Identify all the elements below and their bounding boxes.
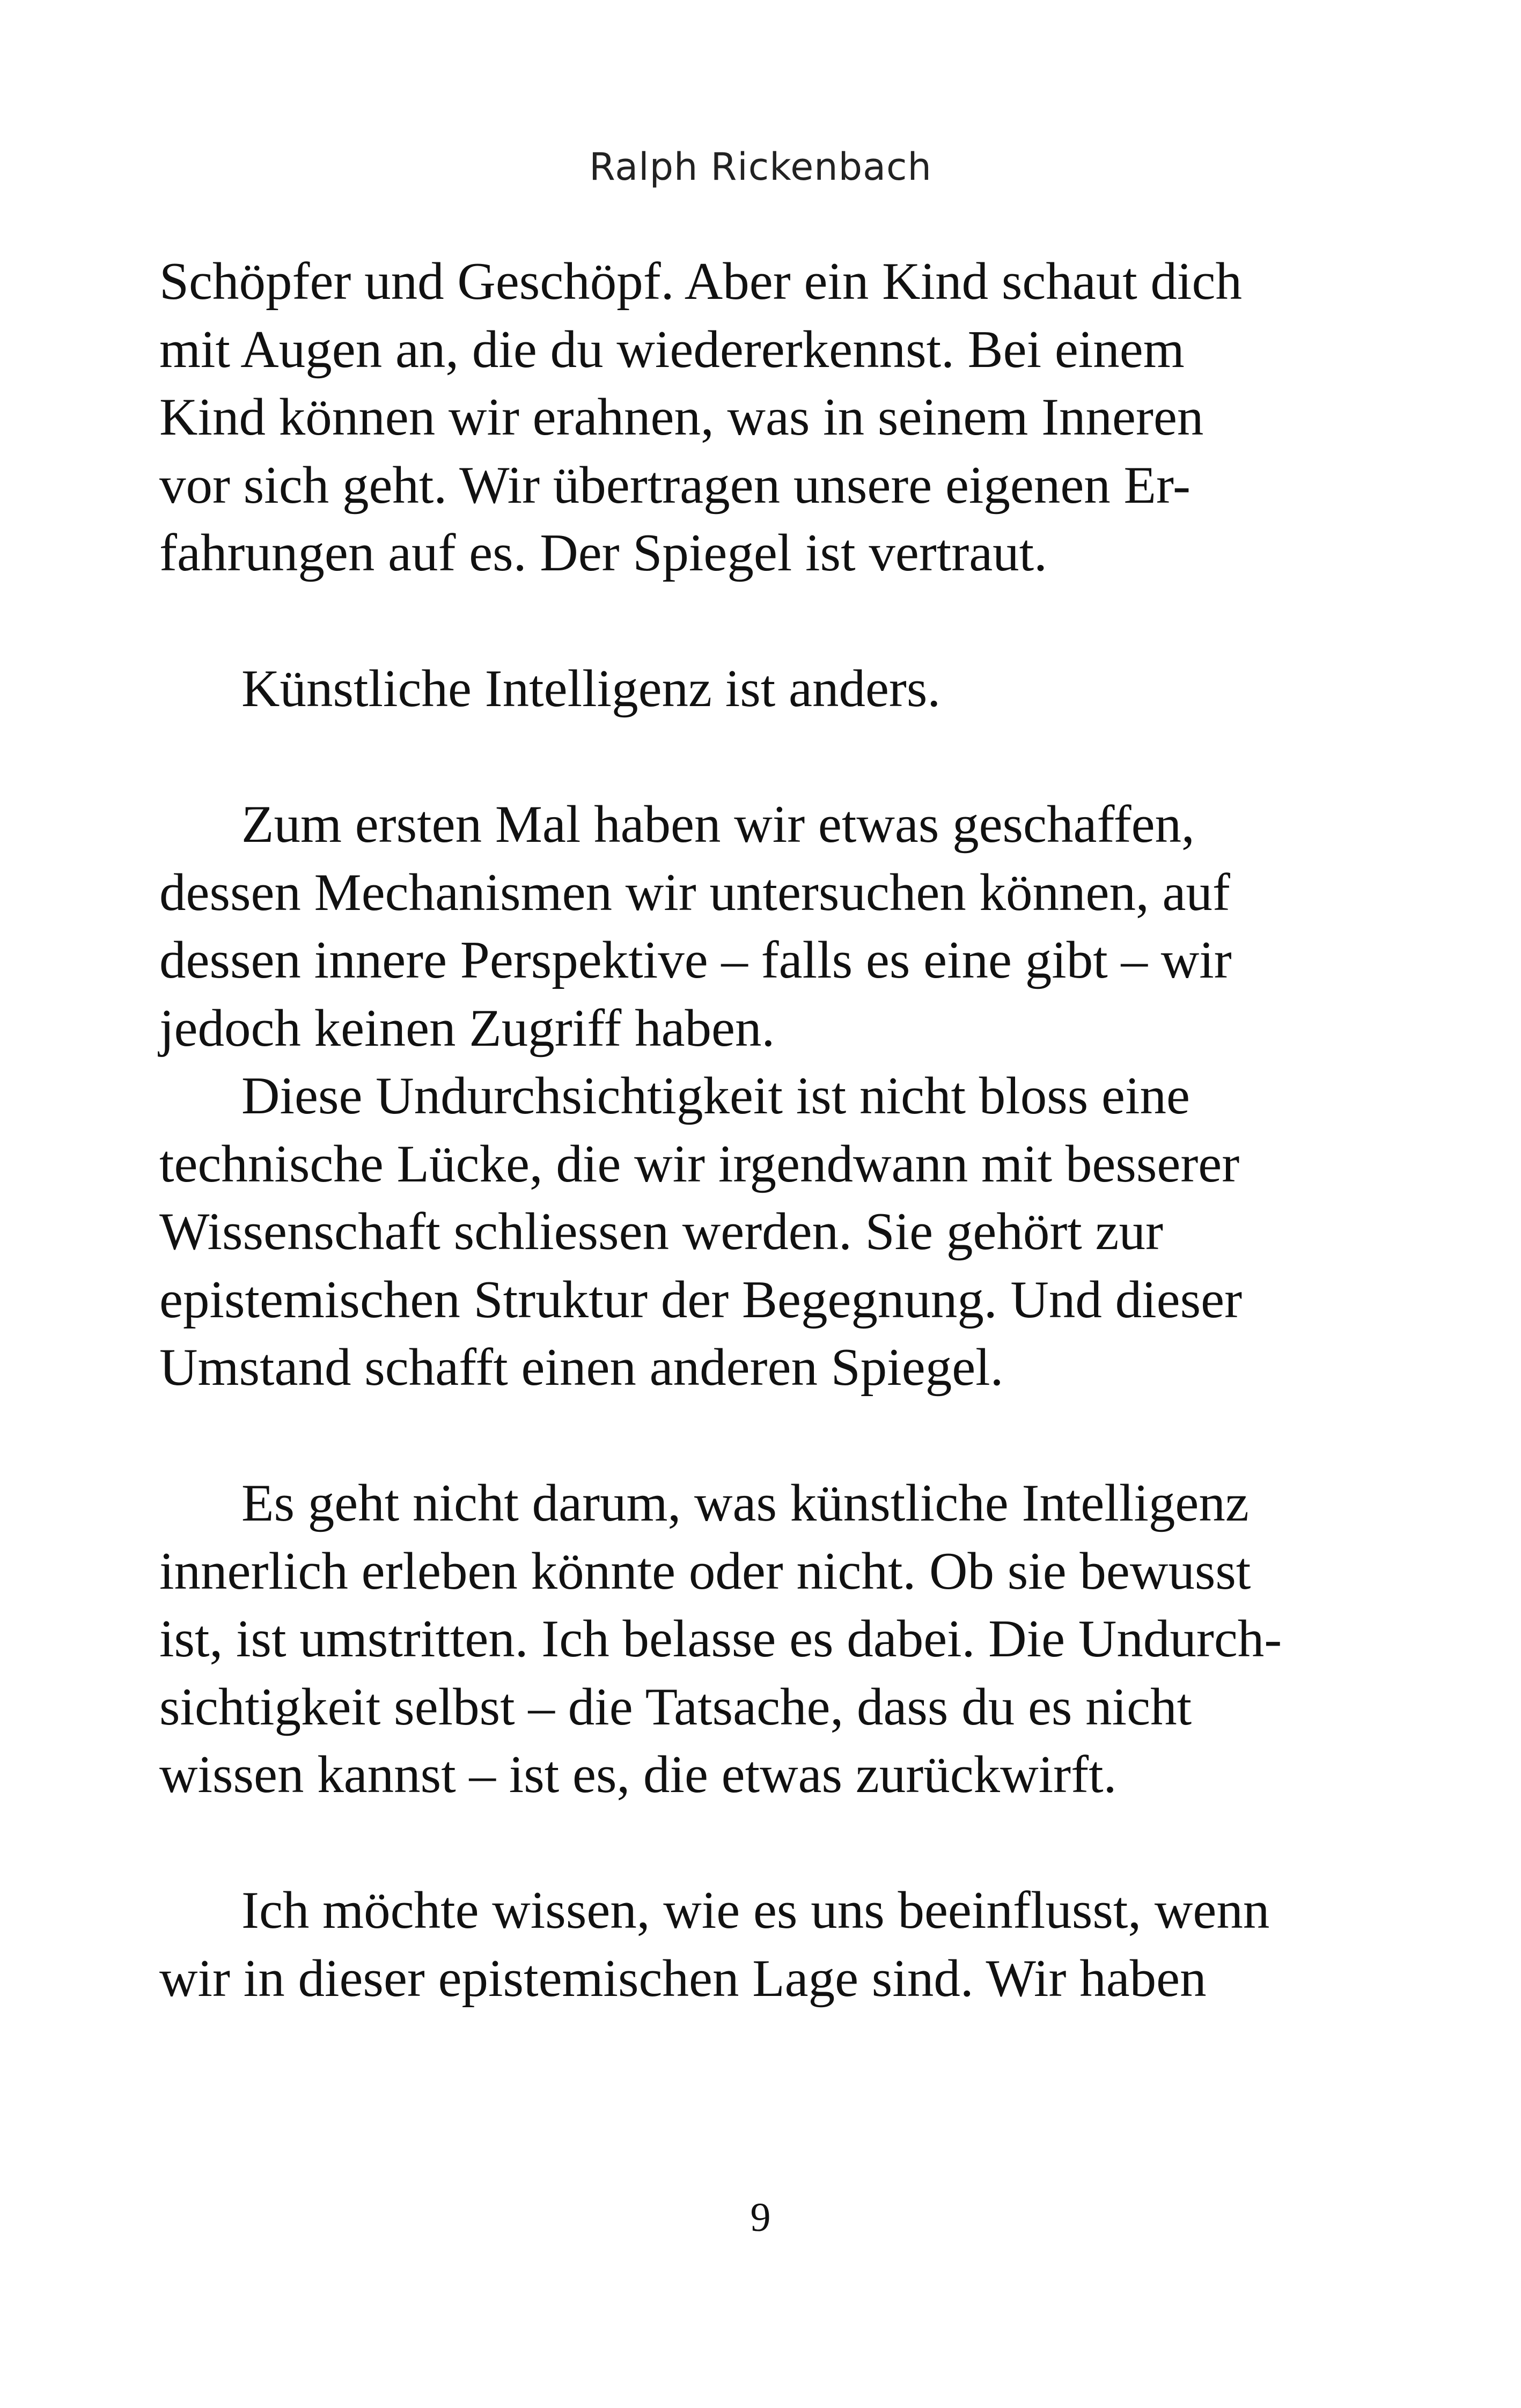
text-line: Wissenschaft schliessen werden. Sie gehört zur (159, 1202, 1163, 1261)
text-line: Diese Undurchsichtigkeit ist nicht bloss eine (241, 1067, 1190, 1125)
text-line: wissen kannst – ist es, die etwas zurückwirft. (159, 1745, 1117, 1804)
blank-line (159, 1402, 1361, 1470)
text-line: ist, ist umstritten. Ich belasse es dabei. Die Undurch- (159, 1610, 1282, 1668)
text-line: Umstand schafft einen anderen Spiegel. (159, 1338, 1004, 1397)
blank-line (159, 1809, 1361, 1877)
text-line: sichtigkeit selbst – die Tatsache, dass du es nicht (159, 1677, 1192, 1736)
running-head: Ralph Rickenbach (589, 145, 932, 189)
blank-line (159, 723, 1361, 791)
text-line: vor sich geht. Wir übertragen unsere eigenen Er- (159, 456, 1191, 515)
text-line: mit Augen an, die du wiedererkennst. Bei einem (159, 320, 1185, 379)
text-line: fahrungen auf es. Der Spiegel ist vertraut. (159, 524, 1047, 582)
text-line: Künstliche Intelligenz ist anders. (241, 659, 941, 718)
text-line: dessen Mechanismen wir untersuchen können, auf (159, 863, 1230, 922)
text-line: Kind können wir erahnen, was in seinem Inneren (159, 388, 1204, 446)
text-line: Ich möchte wissen, wie es uns beeinflusst, wenn (241, 1881, 1270, 1940)
blank-line (159, 588, 1361, 656)
text-line: Es geht nicht darum, was künstliche Intelligenz (241, 1474, 1249, 1532)
text-line: Zum ersten Mal haben wir etwas geschaffen, (241, 795, 1195, 854)
text-line: jedoch keinen Zugriff haben. (159, 999, 775, 1058)
text-line: epistemischen Struktur der Begegnung. Und dieser (159, 1270, 1243, 1329)
text-line: wir in dieser epistemischen Lage sind. Wir haben (159, 1949, 1207, 2008)
text-line: innerlich erleben könnte oder nicht. Ob sie bewusst (159, 1541, 1251, 1601)
text-line: dessen innere Perspektive – falls es eine gibt – wir (159, 931, 1232, 989)
text-line: technische Lücke, die wir irgendwann mit besserer (159, 1134, 1240, 1193)
page-number: 9 (750, 2195, 771, 2240)
body-text (159, 248, 1361, 2013)
text-line: Schöpfer und Geschöpf. Aber ein Kind schaut dich (159, 252, 1242, 311)
